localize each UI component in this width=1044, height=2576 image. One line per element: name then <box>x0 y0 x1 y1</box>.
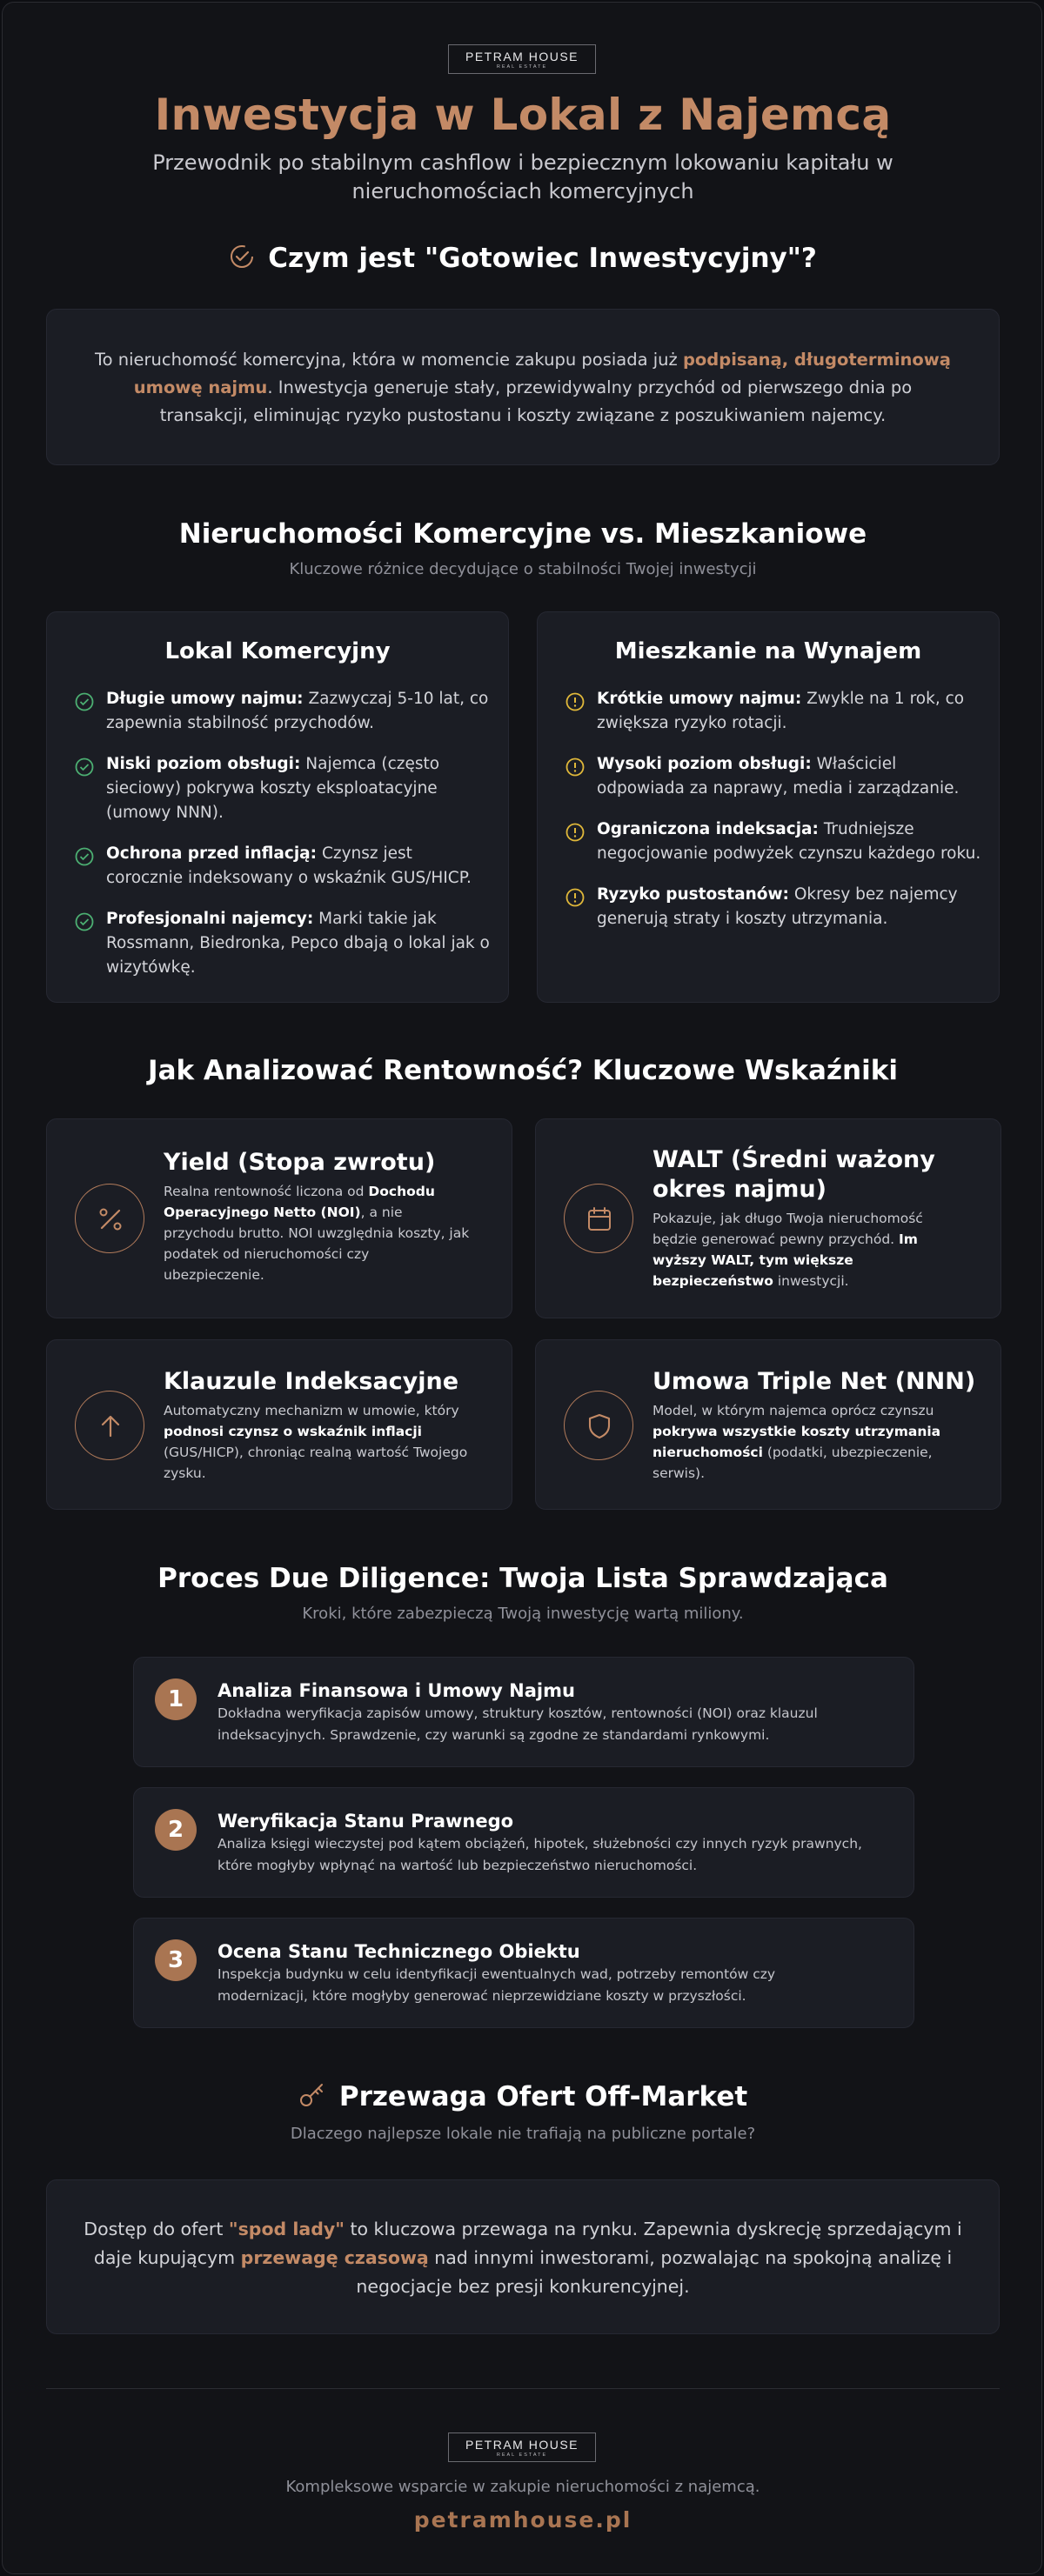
step-desc: Inspekcja budynku w celu identyfikacji ewentualnych wad, potrzeby remontów czy modernizacji, które mogłyby generować nieprzewidziane koszty w przyszłości. <box>218 1966 776 2004</box>
walt-desc: Pokazuje, jak długo Twoja nieruchomość będzie generować pewny przychód. Im wyższy WALT, tym większe bezpieczeństwo inwestycji. <box>652 1211 923 1289</box>
residential-item: Krótkie umowy najmu: Zwykle na 1 rok, co zwiększa ryzyko rotacji. <box>566 687 983 736</box>
commercial-item: Niski poziom obsługi: Najemca (często sieciowy) pokrywa koszty eksploatacyjne (umowy NNN). <box>75 752 492 825</box>
due-step <box>133 1918 914 2028</box>
gotowiec-heading <box>46 243 1000 274</box>
residential-title: Mieszkanie na Wynajem <box>614 638 922 664</box>
due-title: Proces Due Diligence: Twoja Lista Sprawdzająca <box>157 1563 888 1594</box>
index-desc: Automatyczny mechanizm w umowie, który podnosi czynsz o wskaźnik inflacji (GUS/HICP), chroniąc realną wartość Twojego zysku. <box>164 1403 468 1481</box>
check-circle-icon <box>75 847 94 874</box>
nnn-title: Umowa Triple Net (NNN) <box>652 1368 976 1395</box>
brand-name: PETRAM HOUSE <box>465 2438 579 2452</box>
compare-header <box>46 518 1000 578</box>
compare-title: Nieruchomości Komercyjne vs. Mieszkaniowe <box>178 518 867 550</box>
step-number: 1 <box>155 1678 197 1720</box>
commercial-item: Profesjonalni najemcy: Marki takie jak Rossmann, Biedronka, Pepco dbają o lokal jak o wizytówkę. <box>75 907 492 980</box>
alert-circle-icon <box>566 692 585 719</box>
key-icon <box>298 2081 326 2112</box>
gotowiec-card <box>46 309 1000 465</box>
hero-subtitle-line1: Przewodnik po stabilnym cashflow i bezpiecznym lokowaniu kapitału w <box>152 150 893 175</box>
compare-subtitle: Kluczowe różnice decydujące o stabilności Twojej inwestycji <box>289 560 757 578</box>
residential-item: Ryzyko pustostanów: Okresy bez najemcy generują straty i koszty utrzymania. <box>566 883 983 931</box>
infographic-page <box>2 2 1042 2574</box>
gotowiec-text: To nieruchomość komercyjna, która w momencie zakupu posiada już <box>95 350 683 370</box>
alert-circle-icon <box>566 823 585 850</box>
arrow-up-icon <box>75 1391 144 1460</box>
offmarket-card: Dostęp do ofert "spod lady" to kluczowa przewaga na rynku. Zapewnia dyskrecję sprzedającym i daje kupującym przewagę czasową nad innymi inwestorami, pozwalając na spokojną analizę i negocjacje bez presji konkurencyjnej. <box>46 2179 1000 2334</box>
footer-link[interactable]: petramhouse.pl <box>413 2507 632 2533</box>
alert-circle-icon <box>566 888 585 915</box>
commercial-item: Ochrona przed inflacją: Czynsz jest corocznie indeksowany o wskaźnik GUS/HICP. <box>75 842 492 891</box>
check-circle-icon <box>75 912 94 939</box>
step-number: 3 <box>155 1939 197 1981</box>
percent-icon <box>75 1184 144 1253</box>
offmarket-highlight: "spod lady" <box>228 2219 345 2239</box>
metric-card-index <box>46 1339 512 1510</box>
gotowiec-highlight-2: umowę najmu <box>133 377 268 397</box>
brand-tagline: REAL ESTATE <box>496 64 548 70</box>
commercial-card <box>46 611 509 1003</box>
offmarket-header <box>46 2081 1000 2143</box>
due-subtitle: Kroki, które zabezpieczą Twoją inwestycję wartą miliony. <box>302 1605 744 1623</box>
yield-title: Yield (Stopa zwrotu) <box>164 1149 436 1176</box>
residential-item: Wysoki poziom obsługi: Właściciel odpowiada za naprawy, media i zarządzanie. <box>566 752 983 801</box>
page-title: Inwestycja w Lokal z Najemcą <box>154 90 892 140</box>
gotowiec-title: Czym jest "Gotowiec Inwestycyjny"? <box>268 243 817 274</box>
check-badge-icon <box>229 244 255 273</box>
metric-card-walt <box>535 1118 1001 1318</box>
offmarket-subtitle: Dlaczego najlepsze lokale nie trafiają na publiczne portale? <box>290 2125 756 2143</box>
footer-logo <box>448 2433 596 2462</box>
metrics-title: Jak Analizować Rentowność? Kluczowe Wskaźniki <box>148 1055 898 1086</box>
step-desc: Dokładna weryfikacja zapisów umowy, struktury kosztów, rentowności (NOI) oraz klauzul indeksacyjnych. Sprawdzenie, czy warunki są zgodne ze standardami rynkowymi. <box>218 1705 818 1743</box>
metrics-header <box>46 1055 1000 1086</box>
hero <box>46 90 1000 206</box>
gotowiec-text-3: transakcji, eliminując ryzyko pustostanu i koszty związane z poszukiwaniem najemcy. <box>159 405 887 425</box>
step-number: 2 <box>155 1809 197 1851</box>
residential-card <box>537 611 1000 1003</box>
alert-circle-icon <box>566 757 585 784</box>
nnn-desc: Model, w którym najemca oprócz czynszu pokrywa wszystkie koszty utrzymania nieruchomości (podatki, ubezpieczenie, serwis). <box>652 1403 941 1481</box>
offmarket-highlight-2: przewagę czasową <box>240 2247 429 2268</box>
offmarket-title: Przewaga Ofert Off-Market <box>338 2081 748 2112</box>
step-desc: Analiza księgi wieczystej pod kątem obciążeń, hipotek, służebności czy innych ryzyk prawnych, które mogłyby wpłynąć na wartość lub bezpieczeństwo nieruchomości. <box>218 1836 862 1873</box>
due-header <box>46 1563 1000 1623</box>
gotowiec-highlight: podpisaną, długoterminową <box>682 350 951 370</box>
metric-card-yield <box>46 1118 512 1318</box>
residential-item: Ograniczona indeksacja: Trudniejsze negocjowanie podwyżek czynszu każdego roku. <box>566 818 983 866</box>
index-title: Klauzule Indeksacyjne <box>164 1368 459 1395</box>
brand-name: PETRAM HOUSE <box>465 50 579 63</box>
yield-desc: Realna rentowność liczona od Dochodu Operacyjnego Netto (NOI), a nie przychodu brutto. NOI uwzględnia koszty, jak podatek od nieruchomości czy ubezpieczenie. <box>164 1184 470 1283</box>
walt-title: WALT (Średni ważony okres najmu) <box>652 1146 935 1203</box>
brand-logo <box>448 44 596 74</box>
commercial-title: Lokal Komercyjny <box>164 638 391 664</box>
brand-tagline: REAL ESTATE <box>496 2453 548 2458</box>
due-step <box>133 1657 914 1767</box>
check-circle-icon <box>75 692 94 719</box>
footer-divider <box>46 2388 1000 2389</box>
step-title: Weryfikacja Stanu Prawnego <box>218 1811 514 1832</box>
metric-card-nnn <box>535 1339 1001 1510</box>
shield-icon <box>564 1391 633 1460</box>
step-title: Analiza Finansowa i Umowy Najmu <box>218 1680 575 1701</box>
check-circle-icon <box>75 757 94 784</box>
hero-subtitle-line2: nieruchomościach komercyjnych <box>351 179 694 204</box>
step-title: Ocena Stanu Technicznego Obiektu <box>218 1941 580 1962</box>
gotowiec-text-2: . Inwestycja generuje stały, przewidywalny przychód od pierwszego dnia po <box>267 377 913 397</box>
calendar-icon <box>564 1184 633 1253</box>
due-step <box>133 1787 914 1898</box>
footer-text: Kompleksowe wsparcie w zakupie nieruchomości z najemcą. <box>285 2478 760 2496</box>
commercial-item: Długie umowy najmu: Zazwyczaj 5-10 lat, co zapewnia stabilność przychodów. <box>75 687 492 736</box>
